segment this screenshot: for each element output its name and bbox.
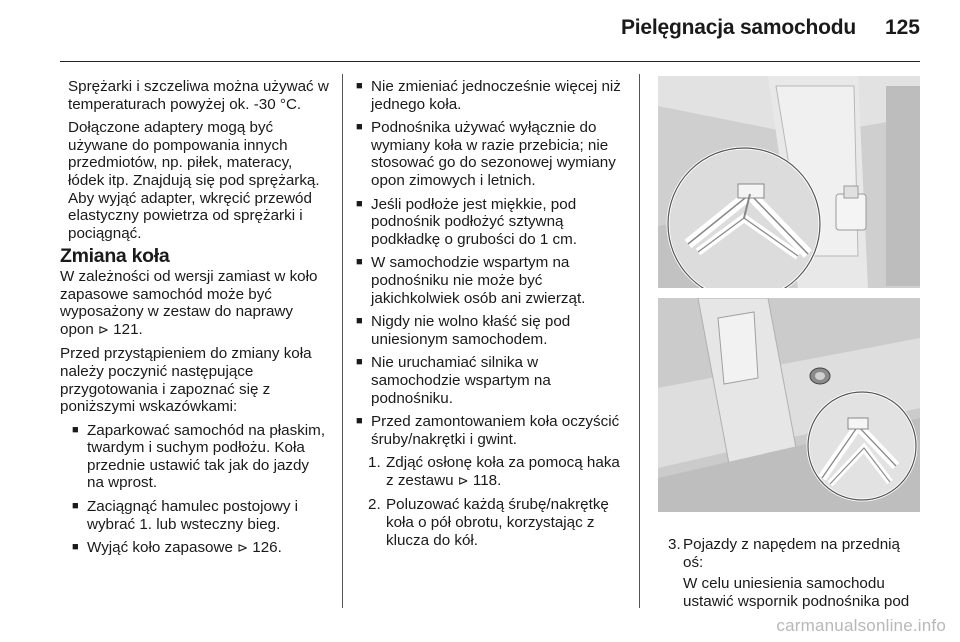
step-text: Pojazdy z napędem na przednią oś: — [683, 536, 900, 571]
page-ref-icon: ⊳ — [457, 473, 469, 489]
paragraph-compressor-temperature: Sprężarki i szczeliwa można używać w temperaturach powyżej ok. -30 °C. — [68, 78, 329, 113]
illustration-jack-position-bottom — [658, 298, 920, 512]
page-ref-icon: ⊳ — [237, 541, 249, 557]
column-middle — [356, 78, 630, 555]
page-number: 125 — [884, 16, 920, 39]
list-item: ■ W samochodzie wspartym na podnośniku nie może być jakichkolwiek osób ani zwierząt. — [356, 254, 630, 307]
step-number: 3. — [668, 536, 681, 553]
procedure-steps-continued — [668, 536, 923, 610]
list-item: ■ Nie zmieniać jednocześnie więcej niż jednego koła. — [356, 78, 630, 113]
column-divider-left — [342, 74, 343, 608]
jack-illustration-icon — [658, 76, 920, 288]
page-ref-link[interactable]: 121. — [113, 320, 143, 338]
list-item-text: Wyjąć koło zapasowe — [87, 539, 233, 557]
list-item: ■ Podnośnika używać wyłącznie do wymiany koła w razie przebicia; nie stosować go do sezonowej wymiany opon zimowych i letnich. — [356, 119, 630, 189]
step-text: Poluzować każdą śrubę/nakrętkę koła o pół obrotu, korzystając z klucza do kół. — [386, 496, 609, 549]
list-item: ■ Przed zamontowaniem koła oczyścić śruby/nakrętki i gwint. — [356, 413, 630, 448]
step-subtext: W celu uniesienia samochodu ustawić wspornik podnośnika pod — [683, 575, 910, 610]
step-item — [668, 536, 923, 610]
list-item-text: Zaparkować samochód na płaskim, twardym i suchym podłożu. Koła przednie ustawić tak jak do jazdy na wprost. — [87, 421, 326, 492]
list-item-text: Zaciągnąć hamulec postojowy i wybrać 1. lub wsteczny bieg. — [87, 498, 299, 533]
step-text: Zdjąć osłonę koła za pomocą haka z zestawu — [386, 454, 620, 489]
paragraph-repair-kit — [60, 268, 330, 339]
page-ref-link[interactable]: 118. — [472, 471, 502, 489]
page-title: Pielęgnacja samochodu — [620, 16, 856, 39]
step-item — [356, 454, 630, 490]
preparation-list — [60, 422, 330, 558]
page-ref-icon: ⊳ — [98, 322, 109, 338]
paragraph-adapters: Dołączone adaptery mogą być używane do pompowania innych przedmiotów, np. piłek, materacy, łódek itp. Znajdują się pod sprężarką. Aby wyjąć adapter, wkręcić przewód elastyczny powietrza od sprężarki i pociągnąć. — [68, 119, 320, 242]
list-item — [72, 498, 330, 533]
column-divider-right — [639, 74, 640, 608]
safety-list — [356, 78, 630, 448]
list-item: ■ Nigdy nie wolno kłaść się pod uniesionym samochodem. — [356, 313, 630, 348]
list-item: ■ Jeśli podłoże jest miękkie, pod podnośnik podłożyć sztywną podkładkę o grubości do 1 cm. — [356, 196, 630, 249]
step-number: 2. — [368, 496, 381, 514]
step-number: 1. — [368, 454, 381, 472]
list-item — [72, 539, 330, 558]
column-right — [668, 536, 923, 616]
procedure-steps — [356, 454, 630, 549]
page-ref-link[interactable]: 126. — [252, 539, 282, 557]
illustration-jack-position-top — [658, 76, 920, 288]
list-item: ■ Nie uruchamiać silnika w samochodzie wspartym na podnośniku. — [356, 354, 630, 407]
paragraph-preparation: Przed przystąpieniem do zmiany koła należy poczynić następujące przygotowania i zapoznać się z poniższymi wskazówkami: — [60, 345, 312, 416]
paragraph-repair-kit-text: W zależności od wersji zamiast w koło zapasowe samochód może być wyposażony w zestaw do naprawy opon — [60, 267, 318, 338]
step-item — [356, 496, 630, 549]
list-item — [72, 422, 330, 492]
column-left — [60, 78, 330, 564]
watermark: carmanualsonline.info — [776, 616, 946, 635]
jack-placement-icon — [658, 298, 920, 512]
page-header — [0, 0, 960, 62]
header-divider — [60, 61, 920, 62]
section-heading: Zmiana koła — [60, 245, 170, 268]
